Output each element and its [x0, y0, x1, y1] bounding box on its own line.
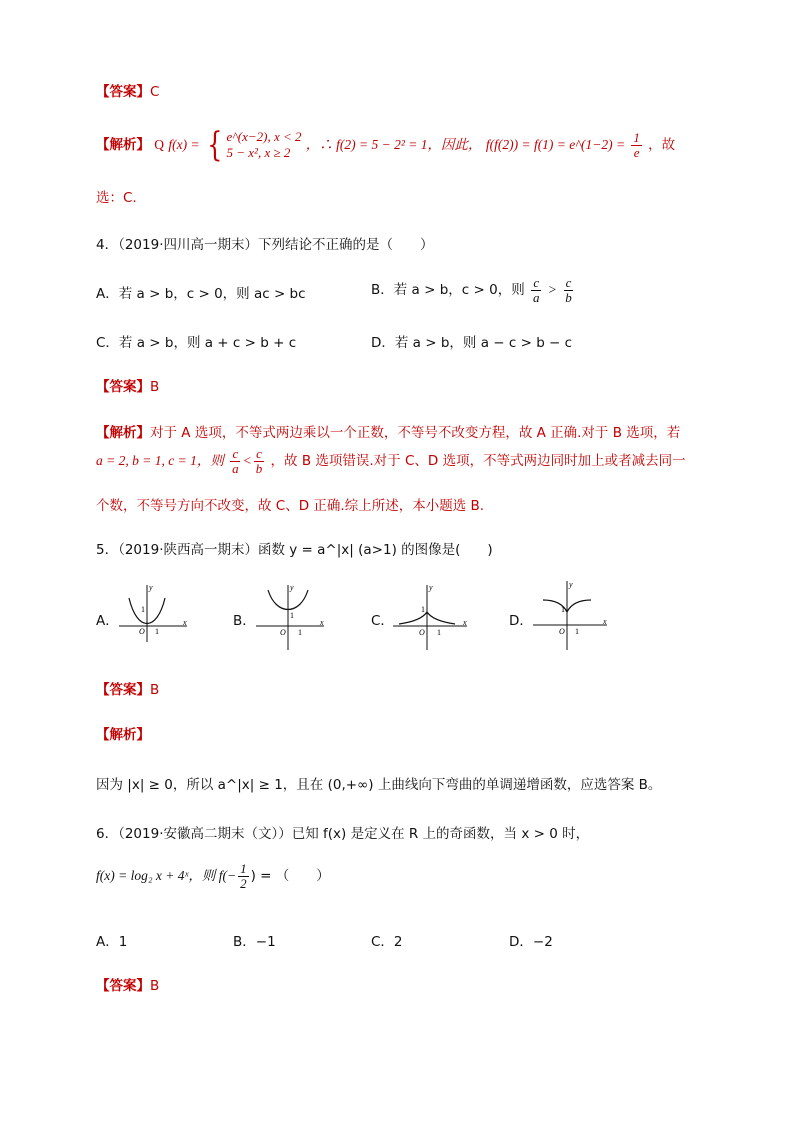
axis-x-label: x [603, 617, 607, 626]
analysis-line2-pre: a = 2, b = 1, c = 1，则 [96, 453, 224, 469]
answer-value: B [150, 379, 160, 395]
q6-answer [96, 974, 159, 994]
fraction-c-over-b [563, 276, 574, 304]
q5-graph-c [391, 582, 471, 652]
tick-x-1: 1 [155, 627, 159, 636]
origin-label: O [559, 627, 565, 636]
q4-answer [96, 375, 159, 395]
axis-x-label: x [320, 618, 324, 627]
q5-analysis-text: 因为 |x| ≥ 0，所以 a^|x| ≥ 1，且在 (0,+∞) 上曲线向下弯曲的单调递增函数，应选答案 B。 [96, 777, 662, 793]
frac-num: 1 [240, 861, 247, 876]
analysis-text: 对于 A 选项，不等式两边乘以一个正数，不等号不改变方程，故 A 正确.对于 B 选项，若 [150, 425, 681, 441]
axis-y-label: y [429, 583, 433, 592]
axis-x-label: x [183, 618, 187, 627]
origin-label: O [419, 628, 425, 637]
left-brace: { [207, 125, 223, 165]
fraction-one-half [238, 862, 249, 890]
frac-den: e [633, 144, 640, 160]
frac-den: a [533, 289, 540, 305]
option-b-pre: B．若 a > b，c > 0，则 [371, 282, 525, 299]
answer-tag: 【答案】 [96, 682, 150, 698]
q5-graph-b [254, 582, 329, 652]
case-1: e^(x−2), x < 2 [226, 128, 302, 144]
tick-x-1: 1 [437, 628, 441, 637]
q5-stem: 5．（2019·陕西高一期末）函数 y = a^|x| (a>1) 的图像是( ) [96, 542, 493, 558]
answer-tag: 【答案】 [96, 84, 150, 100]
origin-label: O [280, 628, 286, 637]
q6-line2 [96, 862, 330, 890]
q4-stem: 4．（2019·四川高一期末）下列结论不正确的是（ ） [96, 237, 434, 253]
analysis-step2: f(f(2)) = f(1) = e^(1−2) = [485, 137, 626, 152]
q5-graph-a [117, 582, 192, 644]
q5-option-b-label: B． [233, 613, 256, 629]
fraction-c-over-a [531, 276, 542, 304]
fraction-c-over-b [254, 447, 265, 475]
origin-label: O [139, 627, 145, 636]
q6-line2-post: ) = （ ） [250, 868, 330, 885]
case-2: 5 − x², x ≥ 2 [226, 145, 291, 160]
answer-value: B [150, 682, 160, 698]
q5-analysis-tag [96, 723, 150, 743]
analysis-line2-post: ，故 B 选项错误.对于 C、D 选项，不等式两边同时加上或者减去同一 [270, 453, 686, 470]
q4-option-c: C．若 a > b，则 a + c > b + c [96, 335, 297, 351]
q6-option-a: A．1 [96, 934, 128, 950]
piecewise-function [204, 125, 302, 165]
analysis-tag: 【解析】 [96, 425, 150, 441]
analysis-tag: 【解析】 [96, 137, 150, 153]
answer-tag: 【答案】 [96, 978, 150, 994]
answer-value: C [150, 84, 160, 100]
frac-num: c [533, 275, 540, 290]
q3-analysis [96, 125, 676, 165]
q6-option-b: B．−1 [233, 934, 276, 950]
frac-den: a [232, 460, 239, 476]
tick-y-1: 1 [561, 605, 565, 614]
q6-option-c: C．2 [371, 934, 403, 950]
tick-x-1: 1 [575, 627, 579, 636]
analysis-tag: 【解析】 [96, 727, 150, 743]
analysis-step1: ，∴ f(2) = 5 − 2² = 1，因此， [305, 137, 482, 152]
q5-option-a-label: A． [96, 613, 119, 629]
tick-x-1: 1 [298, 628, 302, 637]
q4-analysis-line2: a = 2, b = 1, c = 1，则 $\frac{c}{a}$ < $\frac{c}{b}$ ，故 B 选项错误.对于 C、D 选项，不等式两边同时加上或者减去同一 [96, 446, 686, 476]
q4-analysis-line1 [96, 421, 680, 441]
axis-y-label: y [290, 583, 294, 592]
frac-num: c [565, 275, 572, 290]
fraction-1-over-e [631, 131, 642, 159]
q6-line2-pre: f(x) = log₂ x + 4ˣ，则 f(− [96, 868, 237, 884]
q5-graph-d [531, 578, 611, 652]
q5-option-c-label: C． [371, 613, 394, 629]
piecewise-func-label: f(x) = [168, 137, 200, 152]
option-b-op: > [547, 282, 557, 298]
analysis-tail: ，故 [648, 137, 676, 153]
answer-tag: 【答案】 [96, 379, 150, 395]
q6-stem: 6．（2019·安徽高二期末（文））已知 f(x) 是定义在 R 上的奇函数，当 x > 0 时， [96, 826, 590, 842]
q3-analysis-line2: 选：C. [96, 190, 137, 206]
frac-num: 1 [633, 129, 640, 145]
q6-option-d: D．−2 [509, 934, 553, 950]
q4-option-b [371, 276, 576, 304]
q5-option-d-label: D． [509, 613, 533, 629]
q3-answer [96, 80, 159, 100]
tick-y-1: 1 [290, 611, 294, 620]
analysis-lead: Q [154, 137, 165, 152]
frac-num: c [256, 446, 262, 461]
q4-option-a: A．若 a > b，c > 0，则 ac > bc [96, 286, 306, 302]
frac-den: b [565, 289, 572, 305]
fraction-c-over-a [230, 447, 241, 475]
axis-y-label: y [149, 583, 153, 592]
q4-analysis-line3: 个数，不等号方向不改变，故 C、D 正确.综上所述，本小题选 B. [96, 498, 485, 514]
q4-option-d: D．若 a > b，则 a − c > b − c [371, 335, 573, 351]
frac-num: c [232, 446, 239, 461]
frac-den: b [255, 460, 263, 476]
answer-value: B [150, 978, 160, 994]
tick-y-1: 1 [141, 605, 145, 614]
axis-x-label: x [463, 618, 467, 627]
tick-y-1: 1 [421, 605, 425, 614]
axis-y-label: y [569, 580, 573, 589]
frac-den: 2 [240, 875, 247, 891]
q5-answer [96, 678, 159, 698]
